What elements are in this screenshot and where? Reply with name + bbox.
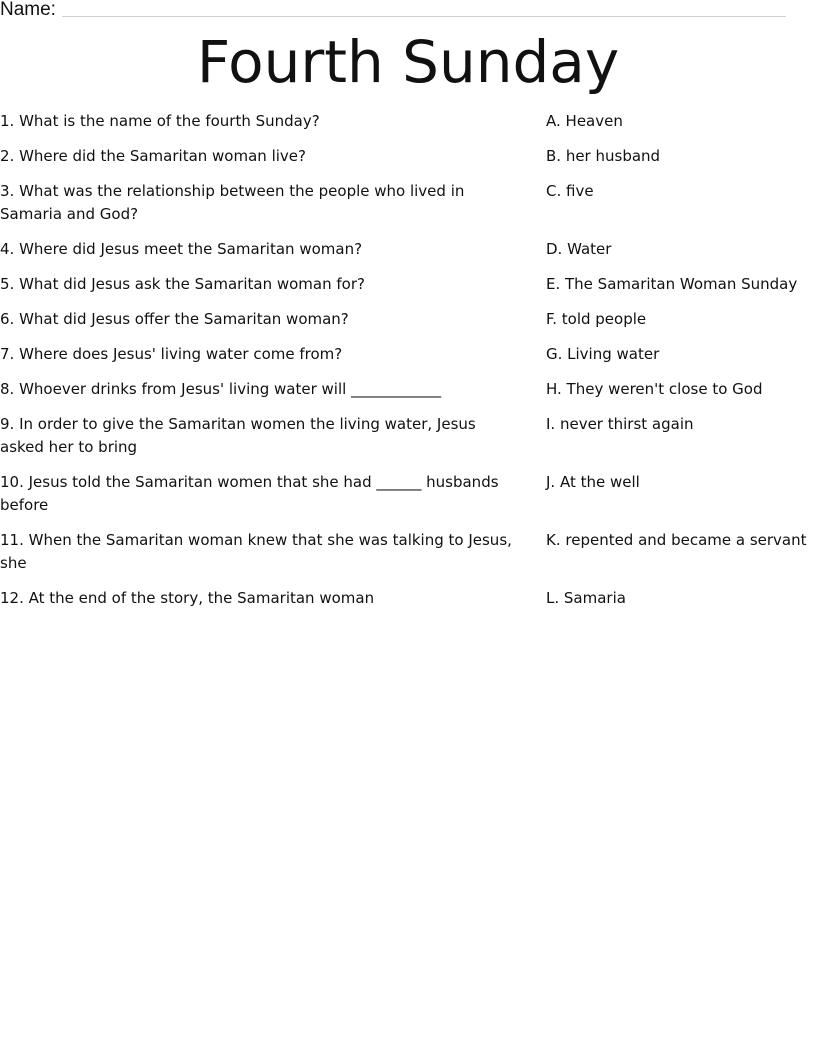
question-text: 8. Whoever drinks from Jesus' living water will ____________ (0, 380, 442, 398)
answer-option: D. Water (546, 240, 612, 258)
question-row (0, 110, 816, 133)
question-row (0, 145, 816, 168)
question-text: 5. What did Jesus ask the Samaritan woman for? (0, 275, 365, 293)
answer-option: A. Heaven (546, 112, 623, 130)
answer-option: J. At the well (546, 473, 640, 491)
question-text: 11. When the Samaritan woman knew that she was talking to Jesus, she (0, 531, 512, 572)
question-row (0, 273, 816, 296)
name-field (0, 0, 786, 22)
question-text: 3. What was the relationship between the people who lived in Samaria and God? (0, 182, 465, 223)
question-row (0, 238, 816, 261)
question-row (0, 180, 816, 226)
name-label: Name: (0, 0, 56, 20)
question-row (0, 587, 816, 610)
name-underline (62, 16, 786, 17)
question-row (0, 471, 816, 517)
answer-option: E. The Samaritan Woman Sunday (546, 275, 798, 293)
question-text: 7. Where does Jesus' living water come from? (0, 345, 343, 363)
answer-option: L. Samaria (546, 589, 626, 607)
question-text: 6. What did Jesus offer the Samaritan woman? (0, 310, 349, 328)
question-row (0, 343, 816, 366)
question-row (0, 378, 816, 401)
answer-option: F. told people (546, 310, 647, 328)
question-text: 4. Where did Jesus meet the Samaritan woman? (0, 240, 363, 258)
answer-option: C. five (546, 182, 594, 200)
question-row (0, 529, 816, 575)
answer-option: B. her husband (546, 147, 661, 165)
question-text: 12. At the end of the story, the Samaritan woman (0, 589, 375, 607)
page-title: Fourth Sunday (196, 28, 620, 96)
answer-option: K. repented and became a servant (546, 531, 807, 549)
answer-option: I. never thirst again (546, 415, 694, 433)
question-row (0, 413, 816, 459)
question-text: 10. Jesus told the Samaritan women that she had ______ husbands before (0, 473, 499, 514)
answer-option: G. Living water (546, 345, 660, 363)
question-list (0, 110, 816, 622)
question-row (0, 308, 816, 331)
question-text: 1. What is the name of the fourth Sunday? (0, 112, 320, 130)
question-text: 9. In order to give the Samaritan women the living water, Jesus asked her to bring (0, 415, 476, 456)
question-text: 2. Where did the Samaritan woman live? (0, 147, 306, 165)
answer-option: H. They weren't close to God (546, 380, 763, 398)
